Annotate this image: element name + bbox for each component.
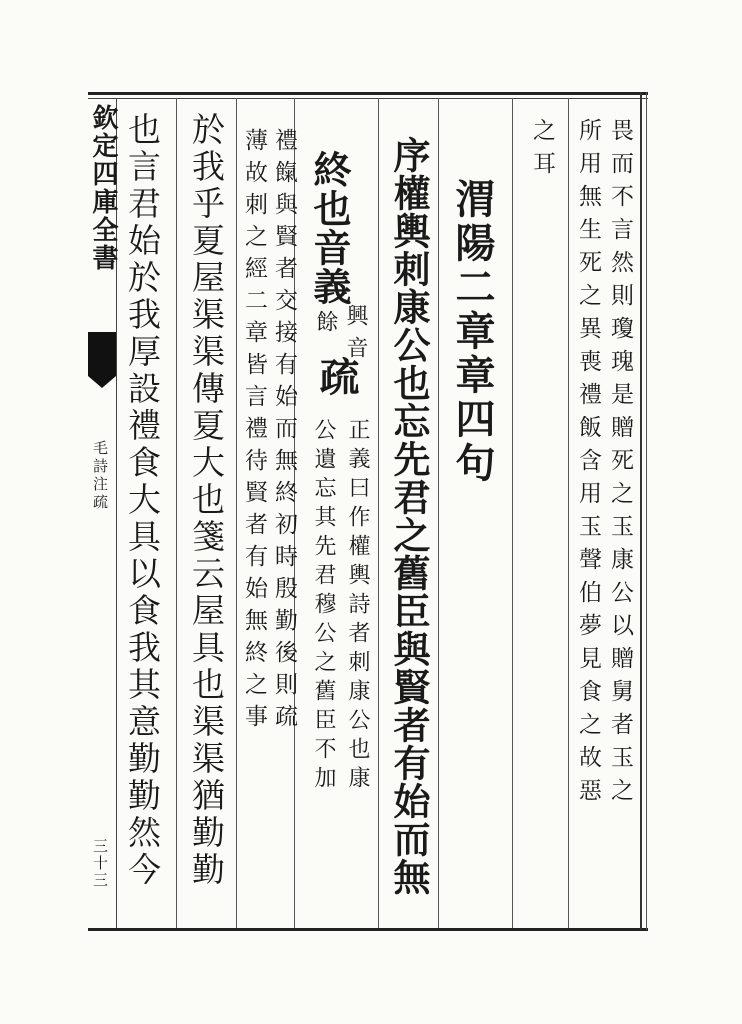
section-heading: 渭陽二章章四句 [449, 178, 496, 486]
column-rule [512, 98, 513, 928]
frame-bottom-border [88, 928, 648, 931]
column-rule [236, 98, 237, 928]
commentary-line: 之耳 [529, 118, 555, 184]
column-rule [378, 98, 379, 928]
commentary-line: 所用無生死之異喪禮飯含用玉聲伯夢見食之故惡 [575, 118, 601, 811]
annotation-note: 餘 [313, 310, 338, 342]
column-rule [176, 98, 177, 928]
book-title: 毛詩注疏 [91, 440, 109, 512]
frame-top-border [88, 92, 648, 95]
shu-marker: 疏 [313, 356, 360, 397]
column-rule [438, 98, 439, 928]
main-text-line: 序權輿刺康公也忘先君之舊臣與賢者有始而無 [387, 136, 431, 896]
collection-title: 欽定四庫全書 [88, 104, 118, 272]
column-rule [568, 98, 569, 928]
frame-right-inner-border [646, 92, 647, 930]
commentary-line: 薄故刺之經二章皆言禮待賢者有始無終之事 [241, 128, 267, 736]
frame-right-border [640, 92, 642, 930]
frame-top-inner-border [88, 98, 648, 99]
commentary-line: 畏而不言然則瓊瑰是贈死之玉康公以贈舅者玉之 [607, 118, 633, 811]
commentary-line: 禮餼與賢者交接有始而無終初時殷勤後則疏 [271, 128, 297, 736]
fishtail-mark [88, 332, 116, 376]
main-text-line: 也言君始於我厚設禮食大具以食我其意勤勤然今 [123, 112, 162, 889]
commentary-line: 公遺忘其先君穆公之舊臣不加 [311, 418, 336, 795]
main-text-line: 於我乎夏屋渠渠傳夏大也箋云屋具也渠渠猶勤勤 [187, 112, 226, 889]
annotation-note: 興音 [343, 304, 368, 368]
main-text-line: 終也音義 [307, 150, 352, 306]
page-number: 三十三 [91, 838, 109, 889]
commentary-line: 正義曰作權輿詩者刺康公也康 [345, 418, 370, 795]
